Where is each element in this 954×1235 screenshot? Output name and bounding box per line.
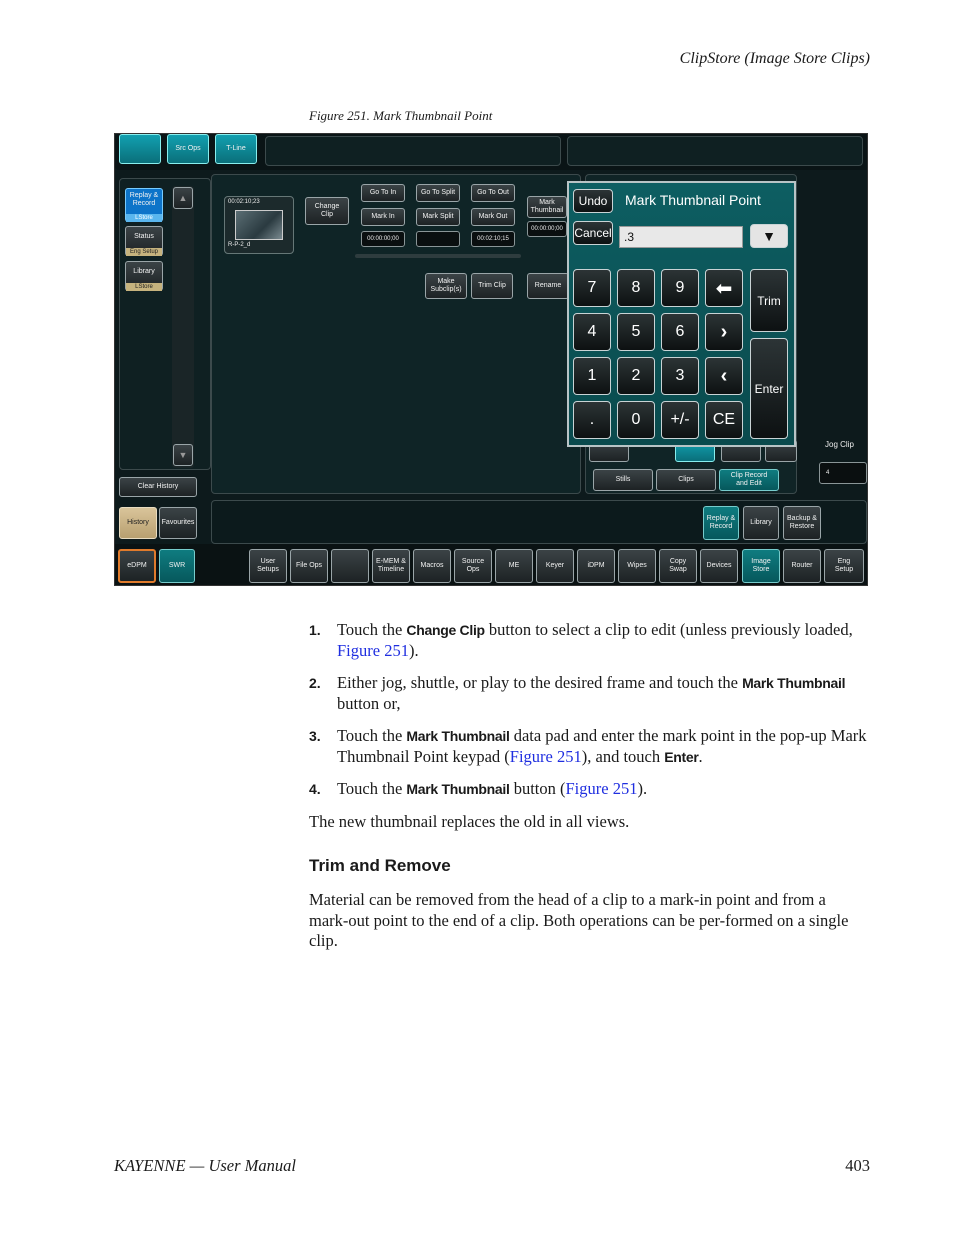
- history-tab[interactable]: History: [119, 507, 157, 539]
- top-panel-right: [567, 136, 863, 166]
- key-0[interactable]: 0: [617, 401, 655, 439]
- mark-out-readout[interactable]: 00:02:10;15: [471, 231, 515, 247]
- figure-link[interactable]: Figure 251: [565, 779, 638, 798]
- step-4: 4. Touch the Mark Thumbnail button (Figure 251).: [309, 779, 648, 798]
- ui-term: Change Clip: [406, 622, 485, 638]
- dropdown-arrow-icon[interactable]: ▼: [750, 224, 788, 248]
- page-number: 403: [845, 1156, 870, 1175]
- key-7[interactable]: 7: [573, 269, 611, 307]
- make-subclip-button[interactable]: Make Subclip(s): [425, 273, 467, 299]
- clear-history-button[interactable]: Clear History: [119, 477, 197, 497]
- mark-split-readout[interactable]: [416, 231, 460, 247]
- clip-thumbnail-image: [235, 210, 283, 240]
- screenshot-figure: [114, 133, 868, 586]
- key-decimal[interactable]: .: [573, 401, 611, 439]
- bottom-me[interactable]: ME: [495, 549, 533, 583]
- bottom-devices[interactable]: Devices: [700, 549, 738, 583]
- keypad-value-field[interactable]: .3: [619, 226, 743, 248]
- step-2: 2. Either jog, shuttle, or play to the desired frame and touch the Mark Thumbnail button or,: [309, 673, 846, 713]
- bottom-file-ops[interactable]: File Ops: [290, 549, 328, 583]
- mark-thumbnail-readout[interactable]: 00:00:00;00: [527, 221, 567, 237]
- bottom-macros[interactable]: Macros: [413, 549, 451, 583]
- undo-button[interactable]: Undo: [573, 189, 613, 213]
- key-3[interactable]: 3: [661, 357, 699, 395]
- section-heading: Trim and Remove: [309, 856, 451, 875]
- mark-in-readout[interactable]: 00:00:00;00: [361, 231, 405, 247]
- bottom-user-setups[interactable]: User Setups: [249, 549, 287, 583]
- mark-in-button[interactable]: Mark In: [361, 208, 405, 226]
- figure-link[interactable]: Figure 251: [509, 746, 582, 766]
- top-panel-left: [265, 136, 561, 166]
- ui-term: Mark Thumbnail: [406, 781, 510, 797]
- key-2[interactable]: 2: [617, 357, 655, 395]
- clip-thumbnail-card[interactable]: [224, 196, 294, 254]
- ui-term: Enter: [664, 748, 699, 765]
- footer-title: KAYENNE — User Manual: [114, 1156, 296, 1175]
- change-clip-button[interactable]: Change Clip: [305, 197, 349, 225]
- key-8[interactable]: 8: [617, 269, 655, 307]
- key-ce[interactable]: CE: [705, 401, 743, 439]
- swr-button[interactable]: SWR: [159, 549, 195, 583]
- scroll-down-icon[interactable]: ▼: [173, 444, 193, 466]
- key-9[interactable]: 9: [661, 269, 699, 307]
- bottom-blank[interactable]: [331, 549, 369, 583]
- ui-term: Mark Thumbnail: [406, 728, 510, 744]
- history-scrollbar[interactable]: [172, 186, 194, 468]
- bottom-keyer[interactable]: Keyer: [536, 549, 574, 583]
- trim-button[interactable]: Trim: [750, 269, 788, 332]
- section-backup-restore[interactable]: Backup & Restore: [783, 506, 821, 540]
- clip-timecode: 00:02:10;23: [228, 199, 260, 205]
- rename-button[interactable]: Rename: [527, 273, 569, 299]
- scroll-up-icon[interactable]: ▲: [173, 187, 193, 209]
- history-replay-record[interactable]: Replay & Record LStore: [125, 188, 163, 222]
- bottom-image-store[interactable]: Image Store: [742, 549, 780, 583]
- edpm-button[interactable]: eDPM: [118, 549, 156, 583]
- jog-clip-label: Jog Clip: [825, 440, 854, 449]
- history-status[interactable]: Status Eng Setup: [125, 226, 163, 256]
- enter-button[interactable]: Enter: [750, 338, 788, 439]
- clip-record-edit-tab[interactable]: Clip Record and Edit: [719, 469, 779, 491]
- section-library[interactable]: Library: [743, 506, 779, 540]
- bottom-copy-swap[interactable]: Copy Swap: [659, 549, 697, 583]
- bottom-wipes[interactable]: Wipes: [618, 549, 656, 583]
- key-6[interactable]: 6: [661, 313, 699, 351]
- key-1[interactable]: 1: [573, 357, 611, 395]
- bottom-idpm[interactable]: iDPM: [577, 549, 615, 583]
- clip-name: R-P-2_d: [228, 242, 251, 248]
- mark-thumbnail-keypad: [567, 181, 796, 447]
- mark-split-button[interactable]: Mark Split: [416, 208, 460, 226]
- cancel-button[interactable]: Cancel: [573, 221, 613, 245]
- goto-in-button[interactable]: Go To In: [361, 184, 405, 202]
- src-ops-tab[interactable]: Src Ops: [167, 134, 209, 164]
- cursor-left-icon[interactable]: ‹: [705, 357, 743, 395]
- cursor-right-icon[interactable]: ›: [705, 313, 743, 351]
- bottom-emem-timeline[interactable]: E-MEM & Timeline: [372, 549, 410, 583]
- clips-tab[interactable]: Clips: [656, 469, 716, 491]
- stills-tab[interactable]: Stills: [593, 469, 653, 491]
- keypad-title: Mark Thumbnail Point: [625, 192, 761, 208]
- backspace-icon[interactable]: ⬅: [705, 269, 743, 307]
- after-steps-text: The new thumbnail replaces the old in all views.: [309, 812, 630, 831]
- trim-clip-button[interactable]: Trim Clip: [471, 273, 513, 299]
- figure-caption: Figure 251. Mark Thumbnail Point: [309, 108, 493, 123]
- clip-progress-bar: [355, 254, 521, 258]
- history-library[interactable]: Library LStore: [125, 261, 163, 291]
- favourites-tab[interactable]: Favourites: [159, 507, 197, 539]
- goto-out-button[interactable]: Go To Out: [471, 184, 515, 202]
- figure-link[interactable]: Figure 251: [337, 640, 409, 660]
- section-replay-record[interactable]: Replay & Record: [703, 506, 739, 540]
- top-tab-blank[interactable]: [119, 134, 161, 164]
- bottom-source-ops[interactable]: Source Ops: [454, 549, 492, 583]
- bottom-eng-setup[interactable]: Eng Setup: [824, 549, 864, 583]
- mark-thumbnail-button[interactable]: Mark Thumbnail: [527, 196, 567, 218]
- goto-split-button[interactable]: Go To Split: [416, 184, 460, 202]
- section-body: Material can be removed from the head of a clip to a mark-in point and from a mark-out point to the end of a clip. Both operations can be per-formed on a single clip.: [309, 890, 849, 950]
- ui-term: Mark Thumbnail: [742, 675, 846, 691]
- key-4[interactable]: 4: [573, 313, 611, 351]
- bottom-router[interactable]: Router: [783, 549, 821, 583]
- t-line-tab[interactable]: T-Line: [215, 134, 257, 164]
- running-header: ClipStore (Image Store Clips): [679, 50, 870, 67]
- key-5[interactable]: 5: [617, 313, 655, 351]
- jog-clip-field[interactable]: 4: [819, 462, 867, 484]
- step-1: 1. Touch the Change Clip button to select a clip to edit (unless previously loaded, Figure 251).: [309, 620, 853, 660]
- mark-out-button[interactable]: Mark Out: [471, 208, 515, 226]
- step-3: 3. Touch the Mark Thumbnail data pad and enter the mark point in the pop-up Mark Thumbnail Point keypad (Figure 251), and touch Enter.: [309, 726, 867, 766]
- key-plus-minus[interactable]: +/-: [661, 401, 699, 439]
